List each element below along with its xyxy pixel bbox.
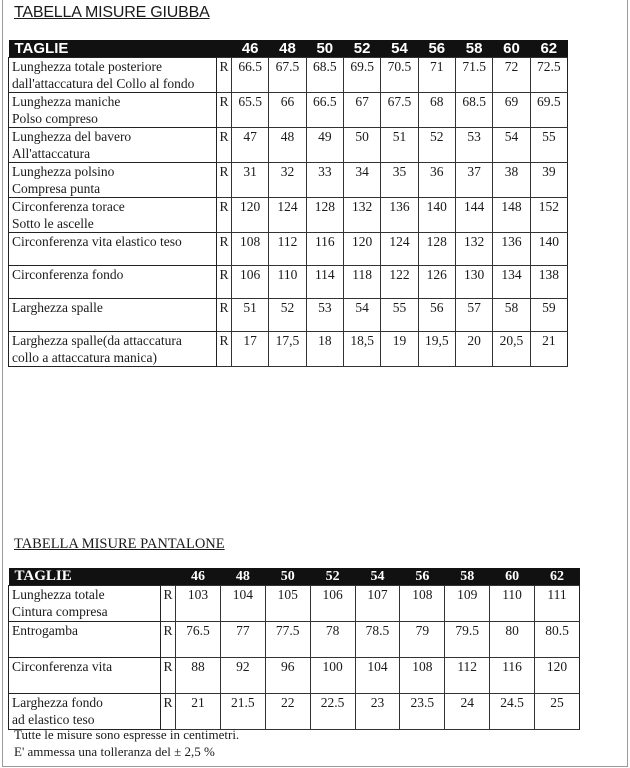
measure-value: 106	[232, 266, 269, 299]
measure-label-line1: Lunghezza totale posteriore	[12, 59, 162, 74]
measure-value: 126	[418, 266, 455, 299]
measure-value: 23.5	[400, 694, 445, 730]
measure-label-line1: Circonferenza fondo	[12, 267, 124, 282]
measure-value: 22.5	[310, 694, 355, 730]
size-header: 54	[355, 568, 400, 586]
size-header: 62	[535, 568, 580, 586]
measure-value: 116	[306, 233, 343, 266]
measure-value: 39	[530, 163, 567, 198]
measure-value: 110	[269, 266, 306, 299]
measure-value: 79	[400, 622, 445, 658]
measure-value: 107	[355, 586, 400, 622]
measure-value: 19	[381, 332, 418, 367]
measure-value: 140	[530, 233, 567, 266]
measure-value: 67.5	[381, 93, 418, 128]
measure-value: 148	[493, 198, 530, 233]
measure-value: 72.5	[530, 58, 567, 93]
size-header: 60	[490, 568, 535, 586]
note-units: Tutte le misure sono espresse in centimetri.	[14, 727, 240, 742]
header-label: TAGLIE	[9, 568, 176, 586]
measure-label-line2: Compresa punta	[12, 181, 101, 196]
measure-value: 68.5	[306, 58, 343, 93]
table-row	[9, 332, 568, 367]
measure-label	[9, 622, 161, 658]
header-row	[9, 568, 580, 586]
measure-value: 106	[310, 586, 355, 622]
size-header: 62	[530, 40, 567, 58]
measure-value: 52	[269, 299, 306, 332]
measure-value: 72	[493, 58, 530, 93]
measure-value: 114	[306, 266, 343, 299]
size-header: 48	[220, 568, 265, 586]
measure-value: 104	[355, 658, 400, 694]
measure-value: 124	[381, 233, 418, 266]
measure-label	[9, 694, 161, 730]
measure-value: 38	[493, 163, 530, 198]
measure-value: 112	[445, 658, 490, 694]
table-row	[9, 622, 580, 658]
reference-marker: R	[217, 233, 232, 266]
measure-value: 79.5	[445, 622, 490, 658]
measure-label-line2: Cintura compresa	[12, 604, 108, 619]
measure-value: 120	[232, 198, 269, 233]
measure-value: 24	[445, 694, 490, 730]
reference-marker: R	[161, 622, 176, 658]
jacket-table-title: TABELLA MISURE GIUBBA	[14, 4, 210, 21]
measure-label-line1: Circonferenza vita	[12, 659, 113, 674]
measure-value: 140	[418, 198, 455, 233]
measure-value: 55	[381, 299, 418, 332]
size-header: 56	[418, 40, 455, 58]
measure-value: 21	[530, 332, 567, 367]
measure-value: 144	[455, 198, 492, 233]
measure-value: 69.5	[343, 58, 380, 93]
reference-marker: R	[217, 128, 232, 163]
reference-marker: R	[161, 694, 176, 730]
measure-label-line1: Circonferenza vita elastico teso	[12, 234, 182, 249]
measure-value: 24.5	[490, 694, 535, 730]
measure-value: 32	[269, 163, 306, 198]
measure-value: 112	[269, 233, 306, 266]
measure-value: 17	[232, 332, 269, 367]
measure-value: 128	[418, 233, 455, 266]
measure-label	[9, 299, 217, 332]
measure-value: 54	[493, 128, 530, 163]
size-header: 60	[493, 40, 530, 58]
table-row	[9, 694, 580, 730]
measure-value: 134	[493, 266, 530, 299]
measure-value: 53	[306, 299, 343, 332]
size-header: 58	[455, 40, 492, 58]
measure-value: 19,5	[418, 332, 455, 367]
measure-label-line2: collo a attaccatura manica)	[12, 350, 158, 365]
reference-marker: R	[217, 299, 232, 332]
measure-value: 108	[400, 658, 445, 694]
table-row	[9, 58, 568, 93]
measure-value: 47	[232, 128, 269, 163]
measure-value: 120	[535, 658, 580, 694]
measure-label-line1: Larghezza spalle	[12, 300, 103, 315]
reference-marker: R	[217, 163, 232, 198]
table-row	[9, 266, 568, 299]
measure-value: 108	[400, 586, 445, 622]
measure-label	[9, 163, 217, 198]
size-header: 46	[232, 40, 269, 58]
measure-value: 130	[455, 266, 492, 299]
measure-value: 108	[232, 233, 269, 266]
measure-label-line2: Polso compreso	[12, 111, 98, 126]
measure-value: 100	[310, 658, 355, 694]
measure-value: 36	[418, 163, 455, 198]
measure-value: 77	[220, 622, 265, 658]
measure-value: 53	[455, 128, 492, 163]
measure-value: 132	[455, 233, 492, 266]
table-row	[9, 299, 568, 332]
measure-label-line1: Circonferenza torace	[12, 199, 125, 214]
measure-value: 68	[418, 93, 455, 128]
measure-value: 88	[176, 658, 221, 694]
table-row	[9, 93, 568, 128]
size-header: 54	[381, 40, 418, 58]
measure-value: 18	[306, 332, 343, 367]
measure-value: 110	[490, 586, 535, 622]
measure-label-line1: Lunghezza maniche	[12, 94, 121, 109]
reference-marker: R	[161, 586, 176, 622]
measure-value: 136	[493, 233, 530, 266]
measure-value: 56	[418, 299, 455, 332]
measure-value: 69.5	[530, 93, 567, 128]
measure-value: 59	[530, 299, 567, 332]
measure-label-line1: Larghezza fondo	[12, 695, 103, 710]
size-header: 46	[176, 568, 221, 586]
measure-value: 105	[265, 586, 310, 622]
size-header: 56	[400, 568, 445, 586]
measure-value: 35	[381, 163, 418, 198]
measure-value: 67.5	[269, 58, 306, 93]
header-row	[9, 40, 568, 58]
size-header: 58	[445, 568, 490, 586]
measure-label	[9, 266, 217, 299]
measure-value: 78	[310, 622, 355, 658]
measure-value: 37	[455, 163, 492, 198]
measure-label	[9, 93, 217, 128]
table-row	[9, 233, 568, 266]
measure-value: 104	[220, 586, 265, 622]
measure-value: 96	[265, 658, 310, 694]
measure-value: 33	[306, 163, 343, 198]
reference-marker: R	[217, 93, 232, 128]
table-row	[9, 658, 580, 694]
measure-value: 92	[220, 658, 265, 694]
measure-value: 50	[343, 128, 380, 163]
header-label: TAGLIE	[9, 40, 232, 58]
table-row	[9, 586, 580, 622]
reference-marker: R	[217, 198, 232, 233]
reference-marker: R	[161, 658, 176, 694]
measure-value: 116	[490, 658, 535, 694]
measure-label	[9, 233, 217, 266]
reference-marker: R	[217, 332, 232, 367]
size-header: 50	[306, 40, 343, 58]
size-header: 48	[269, 40, 306, 58]
measure-value: 71.5	[455, 58, 492, 93]
measure-value: 152	[530, 198, 567, 233]
measure-value: 136	[381, 198, 418, 233]
measure-value: 67	[343, 93, 380, 128]
measure-value: 20,5	[493, 332, 530, 367]
measure-value: 120	[343, 233, 380, 266]
measure-value: 132	[343, 198, 380, 233]
measure-label-line2: dall'attaccatura del Collo al fondo	[12, 76, 195, 91]
measure-label	[9, 332, 217, 367]
size-header: 52	[343, 40, 380, 58]
measure-value: 57	[455, 299, 492, 332]
table-row	[9, 198, 568, 233]
measure-label	[9, 198, 217, 233]
trousers-size-table	[8, 568, 580, 730]
measure-label	[9, 58, 217, 93]
measure-value: 66.5	[306, 93, 343, 128]
measure-value: 80	[490, 622, 535, 658]
measure-value: 21.5	[220, 694, 265, 730]
reference-marker: R	[217, 58, 232, 93]
table-row	[9, 163, 568, 198]
measure-value: 80.5	[535, 622, 580, 658]
measure-value: 55	[530, 128, 567, 163]
size-header: 52	[310, 568, 355, 586]
reference-marker: R	[217, 266, 232, 299]
measure-label-line2: All'attaccatura	[12, 146, 91, 161]
measure-value: 111	[535, 586, 580, 622]
measure-value: 71	[418, 58, 455, 93]
measure-label-line1: Entrogamba	[12, 623, 78, 638]
measure-value: 18,5	[343, 332, 380, 367]
measure-value: 66	[269, 93, 306, 128]
measure-value: 48	[269, 128, 306, 163]
table-row	[9, 128, 568, 163]
measure-label	[9, 128, 217, 163]
measure-value: 69	[493, 93, 530, 128]
measure-value: 54	[343, 299, 380, 332]
measure-label	[9, 658, 161, 694]
measure-label-line1: Lunghezza del bavero	[12, 129, 132, 144]
measure-value: 49	[306, 128, 343, 163]
measure-value: 68.5	[455, 93, 492, 128]
measure-value: 103	[176, 586, 221, 622]
measure-value: 51	[381, 128, 418, 163]
measure-value: 77.5	[265, 622, 310, 658]
note-tolerance: E' ammessa una tolleranza del ± 2,5 %	[14, 744, 215, 759]
measure-value: 109	[445, 586, 490, 622]
measure-value: 66.5	[232, 58, 269, 93]
measure-label-line1: Lunghezza totale	[12, 587, 105, 602]
measure-value: 124	[269, 198, 306, 233]
measure-label-line2: Sotto le ascelle	[12, 216, 94, 231]
jacket-size-table	[8, 40, 568, 367]
trousers-table-title: TABELLA MISURE PANTALONE	[14, 536, 225, 552]
measure-value: 118	[343, 266, 380, 299]
measure-value: 76.5	[176, 622, 221, 658]
measure-value: 23	[355, 694, 400, 730]
notes	[14, 726, 239, 760]
measure-value: 51	[232, 299, 269, 332]
measure-value: 138	[530, 266, 567, 299]
measure-value: 65.5	[232, 93, 269, 128]
measure-value: 20	[455, 332, 492, 367]
measure-value: 128	[306, 198, 343, 233]
measure-value: 78.5	[355, 622, 400, 658]
measure-label-line2: ad elastico teso	[12, 712, 95, 727]
measure-value: 34	[343, 163, 380, 198]
measure-value: 17,5	[269, 332, 306, 367]
measure-value: 25	[535, 694, 580, 730]
measure-value: 31	[232, 163, 269, 198]
size-header: 50	[265, 568, 310, 586]
measure-value: 52	[418, 128, 455, 163]
measure-value: 70.5	[381, 58, 418, 93]
measure-label-line1: Larghezza spalle(da attaccatura	[12, 333, 182, 348]
measure-value: 22	[265, 694, 310, 730]
measure-label	[9, 586, 161, 622]
measure-value: 122	[381, 266, 418, 299]
measure-value: 58	[493, 299, 530, 332]
measure-label-line1: Lunghezza polsino	[12, 164, 115, 179]
measure-value: 21	[176, 694, 221, 730]
